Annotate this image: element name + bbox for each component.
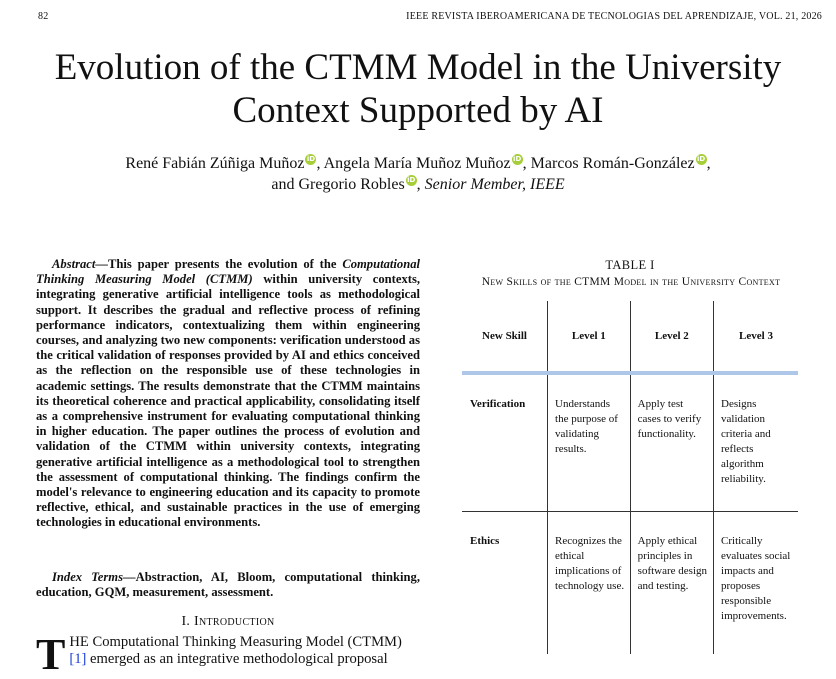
level-3-cell: Critically evaluates social impacts and proposes responsible improvements. xyxy=(714,512,798,655)
header-level-2: Level 2 xyxy=(630,301,713,373)
author-name: René Fabián Zúñiga Muñoz xyxy=(125,155,305,172)
header-level-3: Level 3 xyxy=(714,301,798,373)
abstract-label: Abstract— xyxy=(52,257,108,271)
header-level-1: Level 1 xyxy=(548,301,631,373)
author-name: Angela María Muñoz Muñoz xyxy=(323,155,511,172)
orcid-icon[interactable]: iD xyxy=(407,176,416,184)
author-membership: Senior Member, IEEE xyxy=(424,176,565,193)
skill-name: Verification xyxy=(462,373,548,512)
level-2-cell: Apply test cases to verify functionality. xyxy=(630,373,713,512)
author-name: and Gregorio Robles xyxy=(271,176,405,193)
section-heading: I. Introduction xyxy=(181,614,275,629)
orcid-icon[interactable]: iD xyxy=(306,155,316,163)
intro-text-2: emerged as an integrative methodological proposal xyxy=(86,651,388,667)
author-list xyxy=(0,153,836,195)
title-line-1: Evolution of the CTMM Model in the University xyxy=(54,47,782,88)
abstract-text-2: within university contexts, integrating generative artificial intelligence tools as methodological support. It describes the gradual and reflective process of refining performance indicators, contextualizing them within engineering courses, and analyzing two new components: verification understood as the critical validation of responses provided by AI and ethics conceived as the reflection on the responsible use of these technologies in academic settings. The results demonstrate that the CTMM maintains its theoretical coherence and practical applicability, consolidating itself as a comprehensive instrument for evaluating computational thinking in higher education. The paper outlines the process of evolution and validation of the CTMM within university contexts, integrating generative artificial intelligence as a methodological tool to strengthen the assessment of computational thinking. The findings confirm the model's relevance to engineering education and its capacity to promote reflective, ethical, and sustainable practices in the use of emerging technologies in educational environments. xyxy=(36,272,421,530)
abstract-text-1: This paper presents the evolution of the xyxy=(107,257,343,271)
intro-paragraph xyxy=(36,630,420,679)
intro-text-1: HE Computational Thinking Measuring Model (CTMM) xyxy=(69,634,402,650)
abstract xyxy=(36,257,420,531)
author-line-2: and Gregorio Robles iD, Senior Member, IEEE xyxy=(271,176,565,193)
level-1-cell: Understands the purpose of validating results. xyxy=(548,373,631,512)
drop-cap: T xyxy=(36,630,66,679)
journal-header: IEEE REVISTA IBEROAMERICANA DE TECNOLOGIAS DEL APRENDIZAJE, VOL. 21, 2026 xyxy=(406,11,822,22)
citation-link[interactable]: [1] xyxy=(69,651,87,667)
level-1-cell: Recognizes the ethical implications of technology use. xyxy=(548,512,631,655)
header-new-skill: New Skill xyxy=(462,301,548,373)
level-2-cell: Apply ethical principles in software design and testing. xyxy=(630,512,713,655)
table-header-row xyxy=(462,301,798,373)
level-3-cell: Designs validation criteria and reflects algorithm reliability. xyxy=(714,373,798,512)
author-line-1: René Fabián Zúñiga Muñoz iD, Angela María Muñoz Muñoz iD, Marcos Román-González iD, xyxy=(125,155,711,172)
skill-name: Ethics xyxy=(470,535,500,547)
orcid-icon[interactable]: iD xyxy=(696,155,706,163)
paper-title xyxy=(0,46,836,132)
title-line-2: Context Supported by AI xyxy=(232,90,604,131)
page-number: 82 xyxy=(38,11,49,22)
index-terms-text: Abstraction, AI, Bloom, computational thinking, education, GQM, measurement, assessment. xyxy=(36,570,420,600)
skills-table xyxy=(462,301,798,654)
table-caption: New Skills of the CTMM Model in the University Context xyxy=(481,276,781,288)
table-row xyxy=(462,373,798,512)
abstract-emphasis: Computational Thinking Measuring Model (CTMM) xyxy=(36,257,420,287)
author-name: Marcos Román-González xyxy=(530,155,695,172)
orcid-icon[interactable]: iD xyxy=(513,155,522,163)
index-terms xyxy=(36,570,420,600)
table-row xyxy=(462,512,798,655)
table-label: TABLE I xyxy=(605,258,655,272)
index-terms-label: Index Terms— xyxy=(52,570,136,584)
